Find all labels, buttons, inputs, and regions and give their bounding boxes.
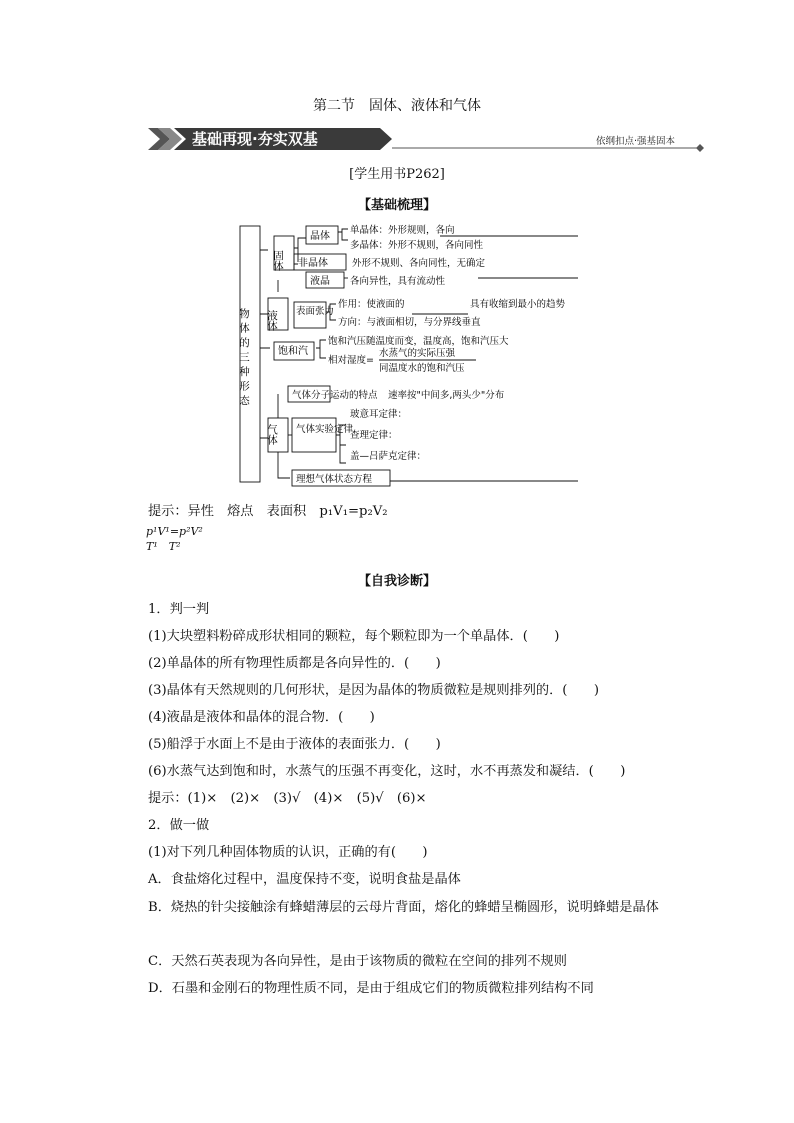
page-title: 第二节 固体、液体和气体 bbox=[313, 98, 481, 114]
hint-fraction: p¹V¹=p²V² T¹ T² bbox=[146, 525, 203, 553]
relative-humidity-label: 相对湿度= bbox=[328, 355, 374, 366]
rh-denominator: 同温度水的饱和汽压 bbox=[379, 363, 465, 374]
molecule-text: 速率按"中间多,两头少"分布 bbox=[388, 390, 505, 401]
judge-item: (2)单晶体的所有物理性质都是各向异性的．( ) bbox=[148, 656, 441, 671]
liquid-crystal-label: 液晶 bbox=[310, 276, 330, 287]
poly-crystal-text: 多晶体：外形不规则，各向同性 bbox=[350, 240, 484, 251]
banner-slogan: 依纲扣点·强基固本 bbox=[596, 136, 676, 147]
section-heading-diagnosis: 【自我诊断】 bbox=[357, 574, 436, 589]
tension-direction: 方向：与液面相切，与分界线垂直 bbox=[338, 317, 481, 328]
frac-den-right: T² bbox=[168, 540, 181, 553]
tension-effect-b: 具有收缩到最小的趋势 bbox=[470, 299, 566, 310]
judge-hint: 提示：(1)× (2)× (3)√ (4)× (5)√ (6)× bbox=[148, 791, 427, 806]
frac-num-left: p¹V¹ bbox=[146, 525, 170, 538]
option-b: B．烧热的针尖接触涂有蜂蜡薄层的云母片背面，熔化的蜂蜡呈椭圆形，说明蜂蜡是晶体 bbox=[148, 900, 659, 915]
gay-lussac-law: 盖—吕萨克定律： bbox=[350, 451, 427, 462]
tension-label: 表面张力 bbox=[296, 306, 335, 317]
section-heading-basics: 【基础梳理】 bbox=[357, 198, 436, 213]
charles-law: 查理定律： bbox=[350, 430, 398, 441]
option-c: C．天然石英表现为各向异性，是由于该物质的微粒在空间的排列不规则 bbox=[148, 954, 567, 969]
crystal-label: 晶体 bbox=[310, 231, 330, 242]
single-crystal-text: 单晶体：外形规则，各向 bbox=[350, 225, 455, 236]
ideal-gas-label: 理想气体状态方程 bbox=[296, 474, 373, 485]
tension-effect-a: 作用：使液面的 bbox=[338, 299, 405, 310]
root-label: 物体的三种形态 bbox=[238, 308, 250, 410]
section-banner bbox=[148, 126, 708, 152]
boyle-law: 玻意耳定律： bbox=[350, 409, 408, 420]
frac-den-left: T¹ bbox=[146, 540, 158, 553]
judge-item: (5)船浮于水面上不是由于液体的表面张力．( ) bbox=[148, 737, 441, 752]
frac-num-right: p²V² bbox=[179, 525, 203, 538]
saturated-label: 饱和汽 bbox=[278, 346, 308, 357]
judge-item: (3)晶体有天然规则的几何形状，是因为晶体的物质微粒是规则排列的．( ) bbox=[148, 683, 599, 698]
banner-title: 基础再现·夯实双基 bbox=[192, 130, 318, 148]
hint-answers: 提示：异性 熔点 表面积 p₁V₁=p₂V₂ bbox=[148, 504, 388, 519]
gas-label: 气体 bbox=[266, 424, 278, 445]
non-crystal-label: 非晶体 bbox=[298, 258, 328, 269]
judge-item: (1)大块塑料粉碎成形状相同的颗粒，每个颗粒即为一个单晶体．( ) bbox=[148, 629, 560, 644]
practice-question: (1)对下列几种固体物质的认识，正确的有( ) bbox=[148, 845, 428, 860]
judge-heading: 1．判一判 bbox=[148, 602, 210, 617]
practice-heading: 2．做一做 bbox=[148, 818, 210, 833]
solid-label: 固体 bbox=[272, 250, 284, 271]
option-d: D．石墨和金刚石的物理性质不同，是由于组成它们的物质微粒排列结构不同 bbox=[148, 981, 594, 996]
liquid-label: 液体 bbox=[266, 310, 278, 331]
non-crystal-text: 外形不规则、各向同性，无确定 bbox=[352, 258, 486, 269]
rh-numerator: 水蒸气的实际压强 bbox=[379, 348, 456, 359]
concept-map bbox=[238, 218, 583, 488]
molecule-label: 气体分子运动的特点 bbox=[292, 390, 378, 401]
experiment-law-label: 气体实验定律 bbox=[296, 424, 354, 435]
saturated-text: 饱和汽压随温度而变，温度高，饱和汽压大 bbox=[328, 336, 509, 347]
judge-item: (4)液晶是液体和晶体的混合物．( ) bbox=[148, 710, 375, 725]
option-a: A．食盐熔化过程中，温度保持不变，说明食盐是晶体 bbox=[148, 872, 461, 887]
judge-item: (6)水蒸气达到饱和时，水蒸气的压强不再变化，这时，水不再蒸发和凝结．( ) bbox=[148, 764, 626, 779]
book-reference: [学生用书P262] bbox=[349, 167, 445, 182]
liquid-crystal-text: 各向异性，具有流动性 bbox=[350, 276, 446, 287]
